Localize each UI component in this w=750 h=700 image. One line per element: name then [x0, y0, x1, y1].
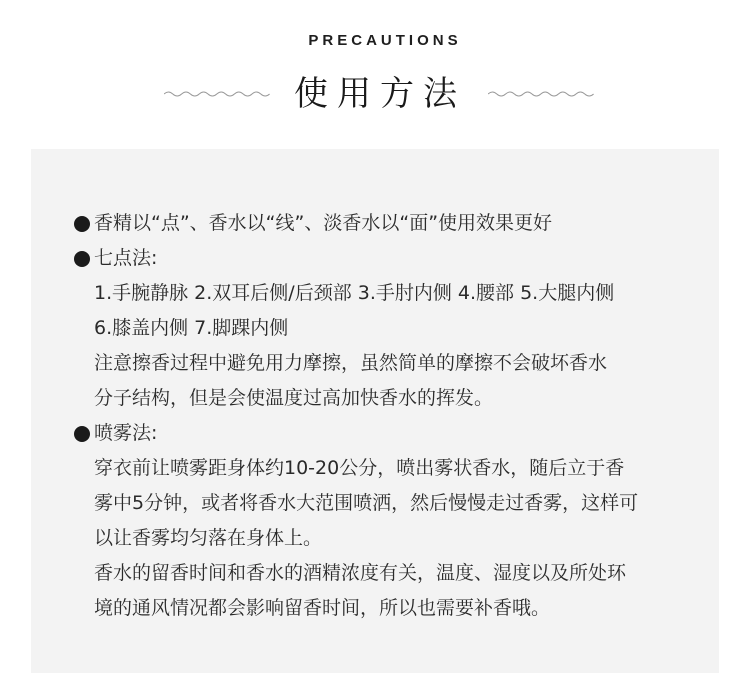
tip-line — [74, 206, 714, 241]
page-title: 使用方法 — [294, 74, 466, 114]
list-item — [74, 591, 714, 626]
list-item — [74, 346, 714, 381]
list-item — [74, 381, 714, 416]
spray-line: 雾中5分钟，或者将香水大范围喷洒，然后慢慢走过香雾，这样可 — [94, 492, 639, 514]
spray-heading-line — [74, 416, 714, 451]
list-item — [74, 451, 714, 486]
seven-points-line: 6.膝盖内侧 7.脚踝内侧 — [94, 317, 289, 339]
spray-line: 穿衣前让喷雾距身体约10-20公分，喷出雾状香水，随后立于香 — [94, 457, 625, 479]
list-item — [74, 311, 714, 346]
wave-divider-right-icon — [488, 89, 594, 99]
title-row — [0, 72, 750, 120]
spray-note: 境的通风情况都会影响留香时间，所以也需要补香哦。 — [94, 597, 551, 619]
spray-line: 以让香雾均匀落在身体上。 — [94, 527, 323, 549]
list-item — [74, 486, 714, 521]
bullet-icon — [74, 251, 90, 267]
seven-points-heading: 七点法: — [94, 247, 158, 269]
seven-points-line: 1.手腕静脉 2.双耳后侧/后颈部 3.手肘内侧 4.腰部 5.大腿内侧 — [94, 282, 615, 304]
header — [0, 0, 750, 148]
list-item — [74, 276, 714, 311]
seven-points-heading-line — [74, 241, 714, 276]
bullet-icon — [74, 216, 90, 232]
bullet-icon — [74, 426, 90, 442]
seven-points-note: 分子结构，但是会使温度过高加快香水的挥发。 — [94, 387, 494, 409]
tip-text: 香精以“点”、香水以“线”、淡香水以“面”使用效果更好 — [94, 212, 553, 234]
wave-divider-left-icon — [164, 89, 270, 99]
spray-heading: 喷雾法: — [94, 422, 158, 444]
spray-note: 香水的留香时间和香水的酒精浓度有关，温度、湿度以及所处环 — [94, 562, 627, 584]
instructions — [74, 206, 714, 626]
list-item — [74, 556, 714, 591]
eyebrow-label: PRECAUTIONS — [308, 32, 462, 49]
seven-points-note: 注意擦香过程中避免用力摩擦，虽然简单的摩擦不会破坏香水 — [94, 352, 608, 374]
list-item — [74, 521, 714, 556]
